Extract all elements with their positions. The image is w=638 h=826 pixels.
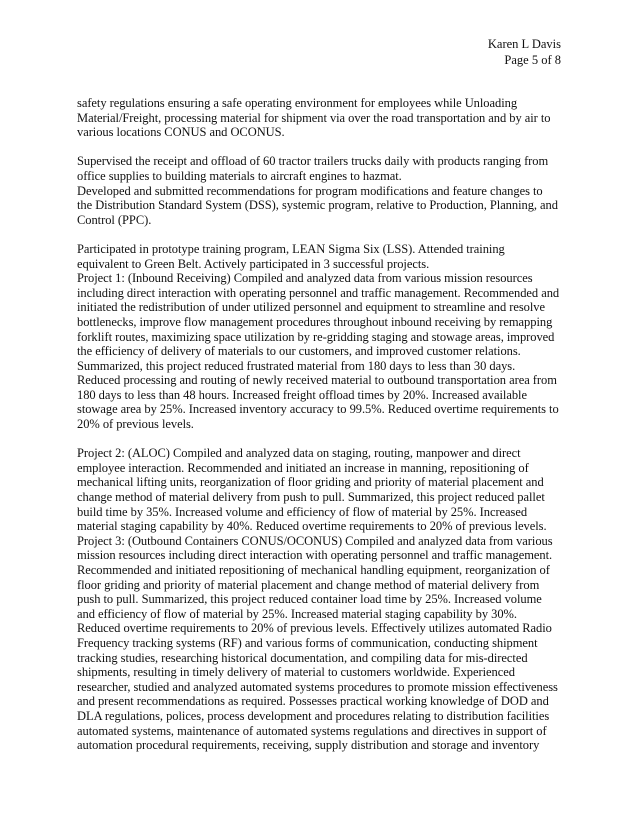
- document-body: [77, 96, 567, 753]
- text-line: employee interaction. Recommended and initiated an increase in manning, repositioning of: [77, 460, 529, 475]
- text-line: DLA regulations, polices, process development and procedures relating to distribution facilities: [77, 708, 550, 723]
- text-line: Project 1: (Inbound Receiving) Compiled and analyzed data from various mission resources: [77, 271, 533, 286]
- paragraph: [77, 271, 567, 432]
- text-line: tracking studies, researching historical documentation, and compiling data for mis-directed: [77, 650, 528, 665]
- paragraph: [77, 446, 567, 534]
- text-line: automation procedural requirements, receiving, supply distribution and storage and inventory: [77, 738, 540, 753]
- text-line: 20% of previous levels.: [77, 417, 194, 432]
- text-line: Control (PPC).: [77, 212, 152, 227]
- page-number: Page 5 of 8: [504, 53, 561, 67]
- text-line: including direct interaction with operating personnel and traffic management. Recommended and: [77, 285, 560, 300]
- text-line: Supervised the receipt and offload of 60 tractor trailers trucks daily with products ranging from: [77, 154, 549, 169]
- text-line: automated systems, maintenance of automated systems regulations and directives in support of: [77, 723, 547, 738]
- text-line: stowage area by 25%. Increased inventory accuracy to 99.5%. Reduced overtime requirements to: [77, 402, 559, 417]
- text-line: Frequency tracking systems (RF) and various forms of communication, conducting shipment: [77, 635, 538, 650]
- text-line: material staging capability by 40%. Reduced overtime requirements to 20% of previous levels.: [77, 519, 547, 534]
- text-line: and present recommendations as required. Possesses practical working knowledge of DOD and: [77, 694, 549, 709]
- text-line: the Distribution Standard System (DSS), systemic program, relative to Production, Planning, and: [77, 198, 558, 213]
- text-line: Material/Freight, processing material for shipment via over the road transportation and by air to: [77, 110, 551, 125]
- text-line: Developed and submitted recommendations for program modifications and feature changes to: [77, 183, 543, 198]
- paragraph: [77, 96, 567, 140]
- paragraph-spacer: [77, 432, 567, 447]
- text-line: equivalent to Green Belt. Actively participated in 3 successful projects.: [77, 256, 430, 271]
- text-line: build time by 35%. Increased volume and efficiency of flow of material by 25%. Increased: [77, 504, 528, 519]
- paragraph: [77, 242, 567, 271]
- text-line: the efficiency of delivery of materials to our customers, and improved customer relations.: [77, 344, 521, 359]
- text-line: push to pull. Summarized, this project reduced container load time by 25%. Increased volume: [77, 592, 542, 607]
- text-line: floor griding and priority of material placement and change method of material delivery from: [77, 577, 540, 592]
- text-line: change method of material delivery from push to pull. Summarized, this project reduced pallet: [77, 490, 545, 505]
- text-line: shipments, resulting in timely delivery of material to customers worldwide. Experienced: [77, 665, 515, 680]
- text-line: and efficiency of flow of material by 25%. Increased material staging capability by 30%.: [77, 606, 517, 621]
- text-line: Participated in prototype training program, LEAN Sigma Six (LSS). Attended training: [77, 241, 505, 256]
- text-line: Reduced overtime requirements to 20% of previous levels. Effectively utilizes automated Radio: [77, 621, 552, 636]
- paragraph: [77, 184, 567, 228]
- text-line: office supplies to building materials to aircraft engines to hazmat.: [77, 168, 402, 183]
- paragraph-spacer: [77, 140, 567, 155]
- paragraph-spacer: [77, 227, 567, 242]
- text-line: Recommended and initiated repositioning of mechanical handling equipment, reorganization of: [77, 563, 550, 577]
- paragraph: [77, 154, 567, 183]
- text-line: 180 days to less than 48 hours. Increased freight offload times by 20%. Increased available: [77, 387, 527, 402]
- text-line: Project 2: (ALOC) Compiled and analyzed data on staging, routing, manpower and direct: [77, 446, 521, 461]
- text-line: forklift routes, maximizing space utilization by re-gridding staging and stowage areas, improved: [77, 329, 555, 344]
- text-line: Summarized, this project reduced frustrated material from 180 days to less than 30 days.: [77, 358, 516, 373]
- text-line: safety regulations ensuring a safe operating environment for employees while Unloading: [77, 96, 518, 110]
- text-line: Project 3: (Outbound Containers CONUS/OCONUS) Compiled and analyzed data from various: [77, 533, 553, 548]
- text-line: various locations CONUS and OCONUS.: [77, 125, 285, 140]
- text-line: mission resources including direct interaction with operating personnel and traffic management.: [77, 548, 553, 563]
- text-line: bottlenecks, improve flow management procedures throughout inbound receiving by remapping: [77, 314, 553, 329]
- text-line: initiated the redistribution of under utilized personnel and equipment to streamline and resolve: [77, 300, 545, 315]
- page-header: [488, 36, 561, 68]
- text-line: mechanical lifting units, reorganization of floor griding and priority of material placement and: [77, 475, 544, 490]
- paragraph: [77, 534, 567, 753]
- text-line: researcher, studied and analyzed automated systems procedures to promote mission effectiveness: [77, 679, 558, 694]
- text-line: Reduced processing and routing of newly received material to outbound transportation area from: [77, 373, 557, 388]
- author-name: Karen L Davis: [487, 37, 561, 51]
